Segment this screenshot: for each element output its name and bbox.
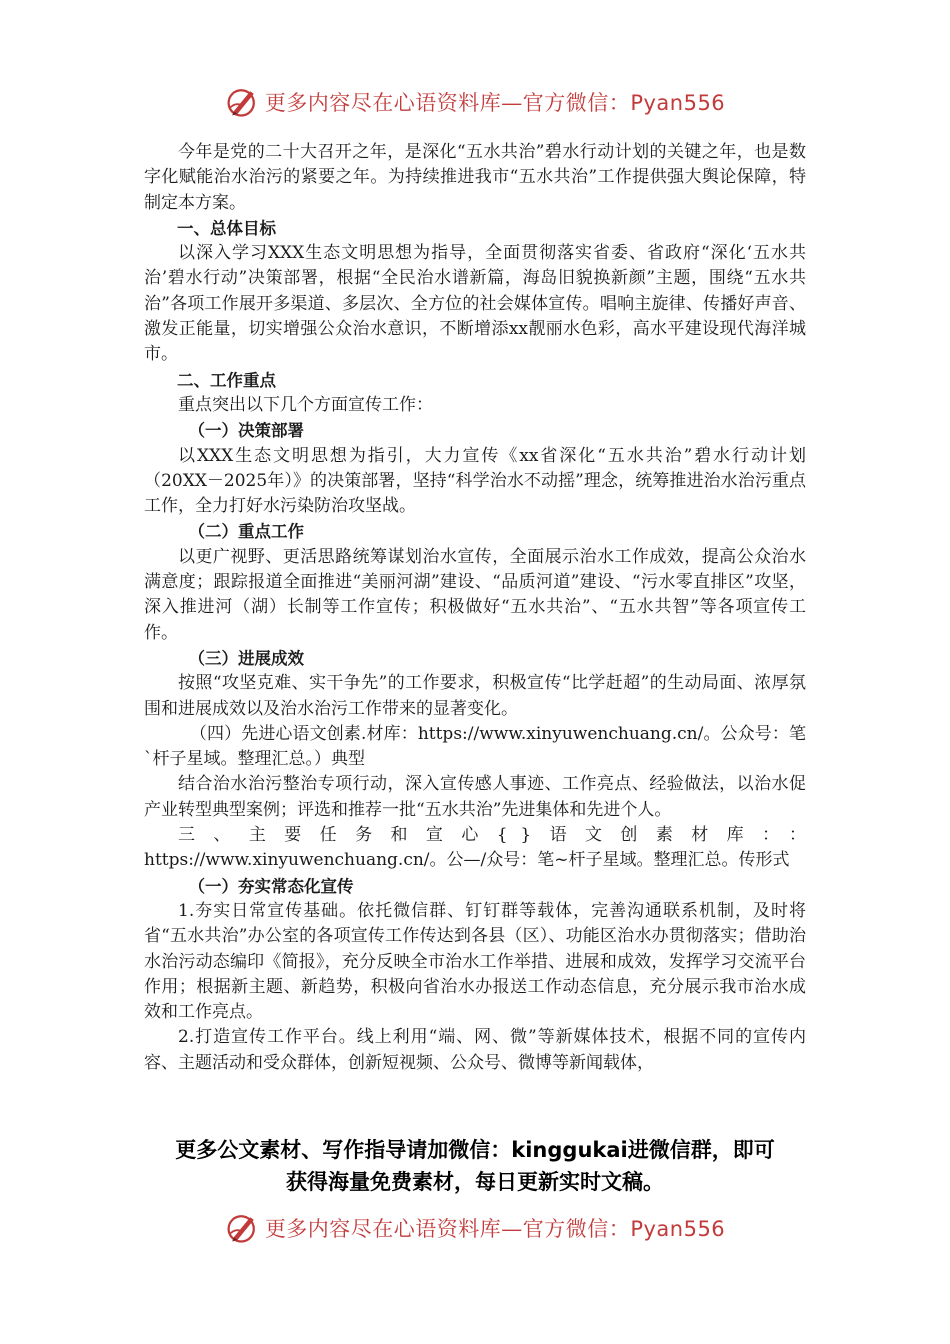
- subheading-routine: （一）夯实常态化宣传: [188, 876, 354, 896]
- paragraph-routine-2: 2.打造宣传工作平台。线上利用“端、网、微”等新媒体技术，根据不同的宣传内容、主题活动和受众群体，创新短视频、公众号、微博等新闻载体，: [144, 1027, 806, 1073]
- heading-main-tasks-part2: ：https://www.xinyuwenchuang.cn/。公—/众号：笔~杆子星域。整理汇总。传形式: [144, 825, 806, 871]
- intro-paragraph: 今年是党的二十大召开之年，是深化“五水共治”碧水行动计划的关键之年，也是数字化赋能治水治污的紧要之年。为持续推进我市“五水共治”工作提供强大舆论保障，特制定本方案。: [144, 142, 806, 213]
- pen-logo-icon: [225, 1210, 261, 1246]
- footer-notice: [100, 1134, 850, 1198]
- banner-wechat-id: Pyan556: [630, 1217, 726, 1241]
- bottom-banner: [0, 1208, 950, 1248]
- subheading-key-work: （二）重点工作: [188, 522, 305, 542]
- heading-main-tasks-part1: 三、主要任务和宣心{}语文创素材库：: [178, 825, 789, 846]
- paragraph-decision: 以XXX生态文明思想为指引，大力宣传《xx省深化“五水共治”碧水行动计划（20XX－2025年）》的决策部署，坚持“科学治水不动摇”理念，统筹推进治水治污重点工作，全力打好水污染防治攻坚战。: [144, 445, 806, 517]
- paragraph-focus-intro: 重点突出以下几个方面宣传工作：: [178, 394, 433, 415]
- paragraph-key-work: 以更广视野、更活思路统筹谋划治水宣传，全面展示治水工作成效，提高公众治水满意度；跟踪报道全面推进“美丽河湖”建设、“品质河道”建设、“污水零直排区”攻坚，深入推进河（湖）长制等工作宣传；积极做好“五水共治”、“五水共智”等各项宣传工作。: [144, 546, 806, 643]
- banner-text: 更多内容尽在心语资料库—官方微信：Pyan556: [264, 91, 726, 115]
- paragraph-progress: 按照“攻坚克难、实干争先”的工作要求，积极宣传“比学赶超”的生动局面、浓厚氛围和进展成效以及治水治污工作带来的显著变化。: [144, 673, 806, 719]
- heading-main-tasks: [144, 823, 806, 874]
- subheading-progress: （三）进展成效: [188, 648, 305, 668]
- heading-work-focus: 二、工作重点: [177, 370, 276, 390]
- banner-wechat-id: Pyan556: [630, 91, 726, 115]
- footer-notice-line1: 更多公文素材、写作指导请加微信：kinggukai进微信群，即可: [175, 1138, 775, 1162]
- top-banner: [0, 82, 950, 122]
- banner-text: 更多内容尽在心语资料库—官方微信：Pyan556: [264, 1217, 726, 1241]
- paragraph-typical: 结合治水治污整治专项行动，深入宣传感人事迹、工作亮点、经验做法，以治水促产业转型典型案例；评选和推荐一批“五水共治”先进集体和先进个人。: [144, 774, 806, 820]
- subheading-typical: （四）先进心语文创素.材库：https://www.xinyuwenchuang.cn/。公众号：笔`杆子星域。整理汇总。）典型: [144, 723, 806, 770]
- footer-notice-line2: 获得海量免费素材，每日更新实时文稿。: [286, 1170, 664, 1194]
- subheading-decision: （一）决策部署: [188, 421, 305, 441]
- document-body: [144, 140, 806, 1076]
- heading-overall-goal: 一、总体目标: [177, 218, 276, 238]
- paragraph-routine-1: 1.夯实日常宣传基础。依托微信群、钉钉群等载体，完善沟通联系机制，及时将省“五水共治”办公室的各项宣传工作传达到各县（区）、功能区治水办贯彻落实；借助治水治污动态编印《简报》，充分反映全市治水工作举措、进展和成效，发挥学习交流平台作用；根据新主题、新趋势，积极向省治水办报送工作动态信息，充分展示我市治水成效和工作亮点。: [144, 900, 806, 1023]
- paragraph-goal: 以深入学习XXX生态文明思想为指导，全面贯彻落实省委、省政府“深化‘五水共治’碧水行动”决策部署，根据“全民治水谱新篇，海岛旧貌换新颜”主题，围绕“五水共治”各项工作展开多渠道、多层次、全方位的社会媒体宣传。唱响主旋律、传播好声音、激发正能量，切实增强公众治水意识，不断增添xx靓丽水色彩，高水平建设现代海洋城市。: [144, 243, 806, 365]
- pen-logo-icon: [225, 84, 261, 120]
